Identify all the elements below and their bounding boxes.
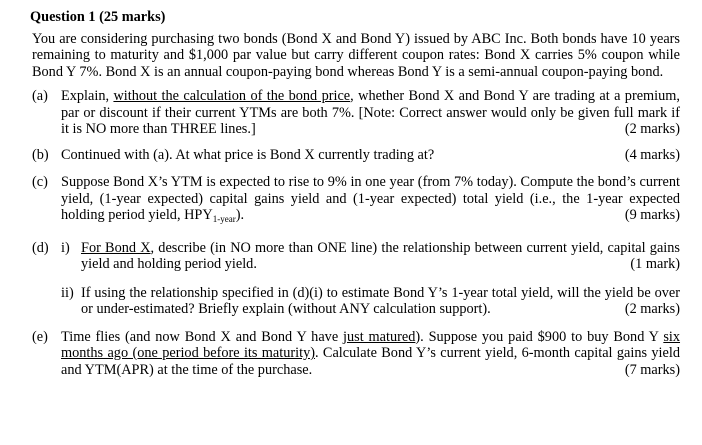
part-d-i	[61, 240, 680, 273]
part-c-label: (c)	[32, 174, 48, 190]
part-e-underlined-1: just matured	[343, 328, 416, 345]
part-e	[32, 329, 680, 379]
part-a-marks: (2 marks)	[624, 121, 680, 137]
part-e-text-1: Time flies (and now Bond X and Bond Y have	[61, 328, 344, 345]
part-c	[32, 174, 680, 228]
part-a-text-1: Explain,	[61, 88, 114, 104]
part-e-marks: (7 marks)	[624, 361, 680, 378]
question-page	[30, 9, 680, 387]
part-c-text-end: ).	[235, 207, 245, 223]
part-a-label: (a)	[32, 88, 48, 104]
part-b-label: (b)	[32, 146, 49, 163]
part-d-ii-label: ii)	[61, 284, 74, 301]
part-d-ii	[61, 285, 680, 318]
part-d-i-marks: (1 mark)	[630, 256, 680, 272]
part-a	[32, 88, 680, 138]
part-d-i-label: i)	[61, 239, 70, 256]
part-a-text-2: , whether Bond X and Bond Y are trading at a premium, par or discount if their current YTMs are both 7%. [Note: Correct answer would only be given full mark if it is NO more than THREE lines.]	[61, 88, 680, 137]
part-b-marks: (4 marks)	[624, 146, 680, 163]
part-d-ii-marks: (2 marks)	[624, 301, 680, 317]
part-e-label: (e)	[32, 328, 48, 345]
part-d-ii-text: If using the relationship specified in (d)(i) to estimate Bond Y’s 1-year total yield, will the yield be over or under-estimated? Briefly explain (without ANY calculation support).	[81, 284, 680, 317]
part-e-underlined-2: six months ago (one period before its maturity)	[61, 328, 681, 361]
part-b	[32, 147, 680, 164]
part-c-subscript: 1-year	[212, 214, 236, 224]
part-d-label: (d)	[32, 239, 49, 256]
part-d-i-text: , describe (in NO more than ONE line) the relationship between current yield, capital gains yield and holding period yield.	[81, 239, 680, 272]
part-e-text-3: . Calculate Bond Y’s current yield, 6-month capital gains yield and YTM(APR) at the time of the purchase.	[61, 345, 680, 378]
part-c-marks: (9 marks)	[624, 207, 680, 223]
part-a-underlined: without the calculation of the bond price	[113, 88, 351, 104]
part-d	[32, 240, 680, 318]
part-d-i-underlined: For Bond X	[81, 239, 151, 256]
part-e-text-2: ). Suppose you paid $900 to buy Bond Y	[415, 328, 664, 345]
part-b-text: Continued with (a). At what price is Bond X currently trading at?	[61, 146, 435, 163]
question-title: Question 1 (25 marks)	[30, 9, 166, 25]
part-c-text: Suppose Bond X’s YTM is expected to rise to 9% in one year (from 7% today). Compute the bond’s current yield, (1-year expected) capital gains yield and (1-year expected) total yield (i.e., the 1-year expected holding period yield, HPY	[61, 174, 680, 223]
question-intro: You are considering purchasing two bonds (Bond X and Bond Y) issued by ABC Inc. Both bonds have 10 years remaining to maturity and $1,000 par value but carry different coupon rates: Bond X carries 5% coupon while Bond Y 7%. Bond X is an annual coupon-paying bond whereas Bond Y is a semi-annual coupon-paying bond.	[32, 30, 680, 80]
